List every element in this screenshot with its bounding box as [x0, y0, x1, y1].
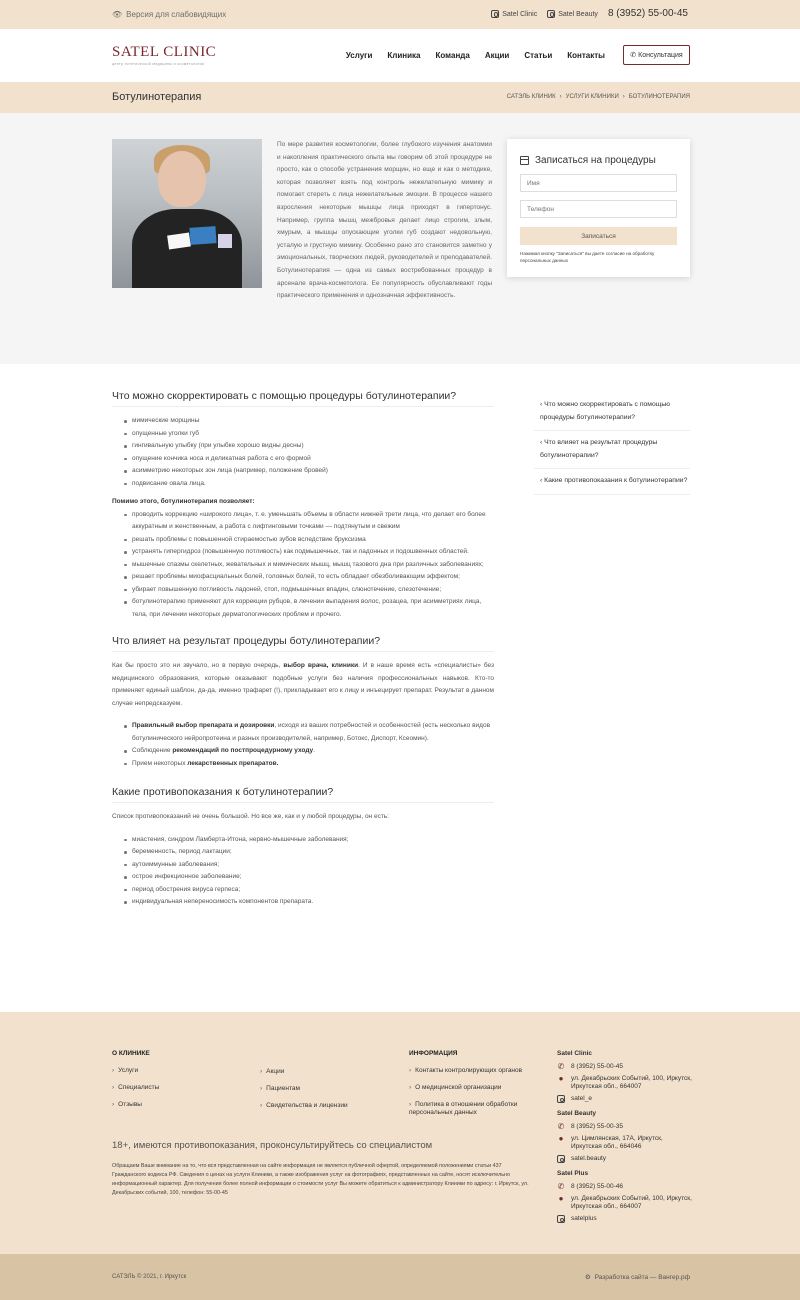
contraindications-list — [112, 834, 494, 909]
phone-icon: ✆ — [557, 1182, 565, 1192]
nav-contacts[interactable]: Контакты — [567, 51, 605, 60]
phone-input[interactable] — [520, 200, 677, 218]
list-item: асимметрию некоторых зон лица (например, положение бровей) — [124, 465, 494, 478]
page-title-band — [0, 82, 800, 113]
logo-text: SATEL CLINIC — [112, 44, 217, 60]
age-warning: 18+, имеются противопоказания, проконсультируйтесь со специалистом — [112, 1140, 433, 1151]
plus-instagram[interactable]: satelplus — [571, 1215, 597, 1223]
list-item: мышечные спазмы скелетных, жевательных и мимических мышц, мышц тазового дна при различных заболеваниях; — [124, 559, 494, 572]
header — [0, 29, 800, 82]
nav-articles[interactable]: Статьи — [524, 51, 553, 60]
footer-link[interactable]: › Услуги — [112, 1067, 159, 1075]
phone-icon: ✆ — [557, 1122, 565, 1132]
paragraph: Список противопоказаний не очень большой. Но все же, как и у любой процедуры, он есть: — [112, 813, 389, 820]
location-pin-icon: ● — [558, 1134, 564, 1144]
breadcrumb-home[interactable]: САТЭЛЬ КЛИНИК — [506, 94, 556, 100]
footer — [0, 1012, 800, 1254]
beauty-phone[interactable]: 8 (3952) 55-00-35 — [571, 1123, 624, 1131]
logo[interactable] — [112, 44, 216, 66]
top-links — [491, 8, 688, 19]
phone-icon: ✆ — [557, 1062, 565, 1071]
footer-link[interactable]: › Акции — [260, 1068, 348, 1076]
footer-about-col2 — [260, 1068, 348, 1119]
copyright: САТЭЛЬ © 2021, г. Иркутск — [112, 1274, 187, 1280]
phone-icon: ✆ — [630, 52, 637, 59]
chevron-left-icon: ‹ — [540, 439, 545, 446]
consent-note: Нажимая кнопку "Записаться" вы даете согласие на обработку персональных данных — [520, 251, 655, 263]
footer-link[interactable]: › Контакты контролирующих органов — [409, 1067, 544, 1075]
footer-link[interactable]: › Специалисты — [112, 1084, 159, 1092]
satel-clinic-link[interactable]: Satel Clinic — [491, 10, 537, 18]
clinic-instagram[interactable]: satel_e — [571, 1095, 592, 1102]
footer-link[interactable]: › Отзывы — [112, 1101, 159, 1109]
toc-item-contraindications[interactable]: ‹ Какие противопоказания к ботулинотерапии? — [534, 469, 690, 495]
list-item: миастения, синдром Ламберта-Итона, нервно-мышечные заболевания; — [124, 834, 494, 847]
beauty-instagram[interactable]: satel.beauty — [571, 1155, 607, 1163]
article — [112, 390, 494, 909]
table-of-contents — [534, 393, 690, 495]
paragraph: Как бы просто это ни звучало, но в первую очередь, выбор врача, клиники. И в наше время есть «специалисты» без медицинского образования, которые оказывают подобные услуги без наличия профессиональных навыков. Кто-то применяет единый шаблон, да-да, именно трафарет (!), прикладывает его к лицу и инъецирует препарат. Результат в данном случае непредсказуем. — [112, 662, 495, 707]
section-heading: Какие противопоказания к ботулинотерапии? — [112, 786, 494, 803]
nav-clinic[interactable]: Клиника — [387, 51, 421, 60]
nav-team[interactable]: Команда — [435, 51, 470, 60]
consultation-button[interactable]: ✆ Консультация — [623, 45, 690, 65]
list-item: ботулинотерапию применяют для коррекции рубцов, в лечении выпадения волос, розацеа, при асимметриях лица, тела, при лечении некоторых дерматологических проблем и прочего. — [124, 596, 494, 621]
location-pin-icon: ● — [558, 1074, 564, 1083]
clinic-address: ул. Декабрьских Событий, 100, Иркутск, Иркутская обл., 664007 — [571, 1075, 692, 1090]
list-item: период обострения вируса герпеса; — [124, 884, 494, 897]
instagram-icon — [547, 10, 555, 18]
list-item: аутоиммунные заболевания; — [124, 859, 494, 872]
gear-icon: ⚙ — [584, 1274, 591, 1281]
list-item: опущение кончика носа и деликатная работа с его формой — [124, 453, 494, 466]
intro-text: По мере развития косметологии, более глубокого изучения анатомии и накопления практического опыта мы говорим об этой процедуре не просто, как о способе устранения морщин, но еще и как о методике, которая позволяет взять под контроль нежелательную мимику и помогает стереть с лица нежелательные эмоции. В процессе нашего взросления некоторые мышцы лица приходят в гипертонус. Например, группа мышц межбровья делает лицо строгим, злым, хмурым, а мышцы опускающие уголки губ создают недовольную, усталую и грустную мимику. Особенно рано это становится заметно у эмоциональных, творческих людей, руководителей и преподавателей. Ботулинотерапия — одна из самых востребованных процедур в арсенале врача-косметолога. Ее популярность обуславливают годы практического применения и однозначная эффективность. — [277, 141, 492, 300]
list-item: устранять гипергидроз (повышенную потливость) как подмышечных, так и ладонных и подошвенных областей. — [124, 546, 494, 559]
benefits-list — [112, 509, 494, 622]
list-item: подвисание овала лица. — [124, 478, 494, 491]
also-label: Помимо этого, ботулинотерапия позволяет: — [112, 498, 255, 505]
nav-promo[interactable]: Акции — [484, 51, 510, 60]
list-item: Соблюдение рекомендаций по постпроцедурному уходу. — [124, 745, 494, 758]
list-item: мимические морщины — [124, 415, 494, 428]
accessibility-link[interactable] — [112, 10, 226, 19]
form-title: Записаться на процедуры — [520, 155, 656, 166]
chevron-left-icon: ‹ — [540, 477, 545, 484]
list-item: индивидуальная непереносимость компонентов препарата. — [124, 896, 494, 909]
list-item: решать проблемы с повышенной стираемостью зубов вследствие бруксизма — [124, 534, 494, 547]
breadcrumb-current: БОТУЛИНОТЕРАПИЯ — [628, 94, 690, 100]
list-item: гингивальную улыбку (при улыбке хорошо видны десны) — [124, 440, 494, 453]
footer-about — [112, 1050, 159, 1118]
page-title: Ботулинотерапия — [112, 91, 202, 103]
accessibility-label: Версия для слабовидящих — [126, 10, 227, 19]
intro-section — [0, 113, 800, 364]
list-item: опущенные уголки губ — [124, 428, 494, 441]
name-input[interactable] — [520, 174, 677, 192]
breadcrumb-separator: › — [622, 94, 625, 100]
footer-info — [409, 1050, 544, 1126]
main-nav — [346, 51, 605, 60]
toc-item-result[interactable]: ‹ Что влияет на результат процедуры ботулинотерапии? — [534, 431, 690, 469]
breadcrumb-services[interactable]: УСЛУГИ КЛИНИКИ — [565, 94, 619, 100]
footer-link[interactable]: › Пациентам — [260, 1085, 348, 1093]
clinic-name: Satel Clinic — [557, 1050, 593, 1057]
top-phone-link[interactable]: 8 (3952) 55-00-45 — [607, 8, 688, 19]
footer-link[interactable]: › Свидетельства и лицензии — [260, 1102, 348, 1110]
beauty-name: Satel Beauty — [557, 1110, 597, 1118]
beauty-address: ул. Цимлянская, 17А, Иркутск, Иркутская обл., 664046 — [571, 1135, 663, 1151]
plus-address: ул. Декабрьских Событий, 100, Иркутск, Иркутская обл., 664007 — [571, 1195, 692, 1211]
submit-button[interactable]: Записаться — [520, 227, 677, 245]
list-item: проводить коррекцию «широкого лица», т. е. уменьшать объемы в области нижней трети лица, что делает его более аккуратным и женственным, а работа с лифтинговыми точками — подтянутым и свежим — [124, 509, 494, 534]
list-item: беременность, период лактации; — [124, 846, 494, 859]
footer-link[interactable]: › Политика в отношении обработки персональных данных — [409, 1101, 544, 1117]
satel-beauty-link[interactable]: Satel Beauty — [547, 10, 598, 18]
toc-item-correction[interactable]: ‹ Что можно скорректировать с помощью процедуры ботулинотерапии? — [534, 393, 690, 431]
instagram-icon — [557, 1155, 565, 1163]
legal-disclaimer: Обращаем Ваше внимание на то, что вся представленная на сайте информация не является публичной офертой, определяемой положениями статьи 437 Гражданского кодекса РФ. Сведения о ценах на услуги Клиники, а также изображения услуг на фотографиях, представленных на сайте, носят исключительно информационный характер. Для получения более полной информации о стоимости услуг Вы можете обратиться к администратору Клиники по адресу: г. Иркутск, ул. Декабрьских событий, 100, телефон: 55-00-45 — [112, 1163, 529, 1196]
correction-list — [112, 415, 494, 490]
list-item: острое инфекционное заболевание; — [124, 871, 494, 884]
breadcrumb-separator: › — [559, 94, 562, 100]
footer-info-title: ИНФОРМАЦИЯ — [409, 1050, 458, 1057]
nav-services[interactable]: Услуги — [345, 51, 373, 60]
footer-about-title: О КЛИНИКЕ — [112, 1050, 150, 1057]
list-item: решает проблемы миофасциальных болей, головных болей, то есть обладает обезболивающим эффектом; — [124, 571, 494, 584]
plus-name: Satel Plus — [557, 1170, 589, 1178]
developer-link[interactable]: ⚙ Разработка сайта — Вангер.рф — [584, 1273, 690, 1281]
location-pin-icon: ● — [558, 1194, 564, 1204]
list-item: убирает повышенную потливость ладоней, стоп, подмышечных впадин, слюнотечение, слезотечение; — [124, 584, 494, 597]
breadcrumb — [507, 94, 690, 100]
eye-icon: 👁 — [112, 10, 123, 19]
logo-subtitle: центр эстетической медицины и косметологии — [112, 62, 205, 66]
section-heading: Что можно скорректировать с помощью процедуры ботулинотерапии? — [112, 390, 494, 407]
list-item: Прием некоторых лекарственных препаратов. — [124, 758, 494, 771]
footer-link[interactable]: › О медицинской организации — [409, 1084, 544, 1092]
bottom-bar — [0, 1254, 800, 1300]
booking-form — [507, 139, 690, 277]
top-bar — [0, 0, 800, 29]
factors-list — [112, 720, 494, 770]
instagram-icon — [557, 1095, 565, 1103]
list-item: Правильный выбор препарата и дозировки, исходя из ваших потребностей и особенностей (есть несколько видов ботулинического нейропротеина и разных производителей, например, Ботокс, Диспорт, Ксеомин). — [124, 720, 494, 745]
plus-phone[interactable]: 8 (3952) 55-00-46 — [571, 1183, 624, 1191]
clinic-phone[interactable]: 8 (3952) 55-00-45 — [571, 1063, 624, 1070]
footer-contacts — [557, 1050, 692, 1227]
instagram-icon — [491, 10, 499, 18]
section-heading: Что влияет на результат процедуры ботулинотерапии? — [112, 635, 494, 652]
calendar-icon — [520, 156, 529, 165]
doctor-photo — [112, 139, 262, 288]
chevron-left-icon: ‹ — [540, 401, 545, 408]
instagram-icon — [557, 1215, 565, 1223]
